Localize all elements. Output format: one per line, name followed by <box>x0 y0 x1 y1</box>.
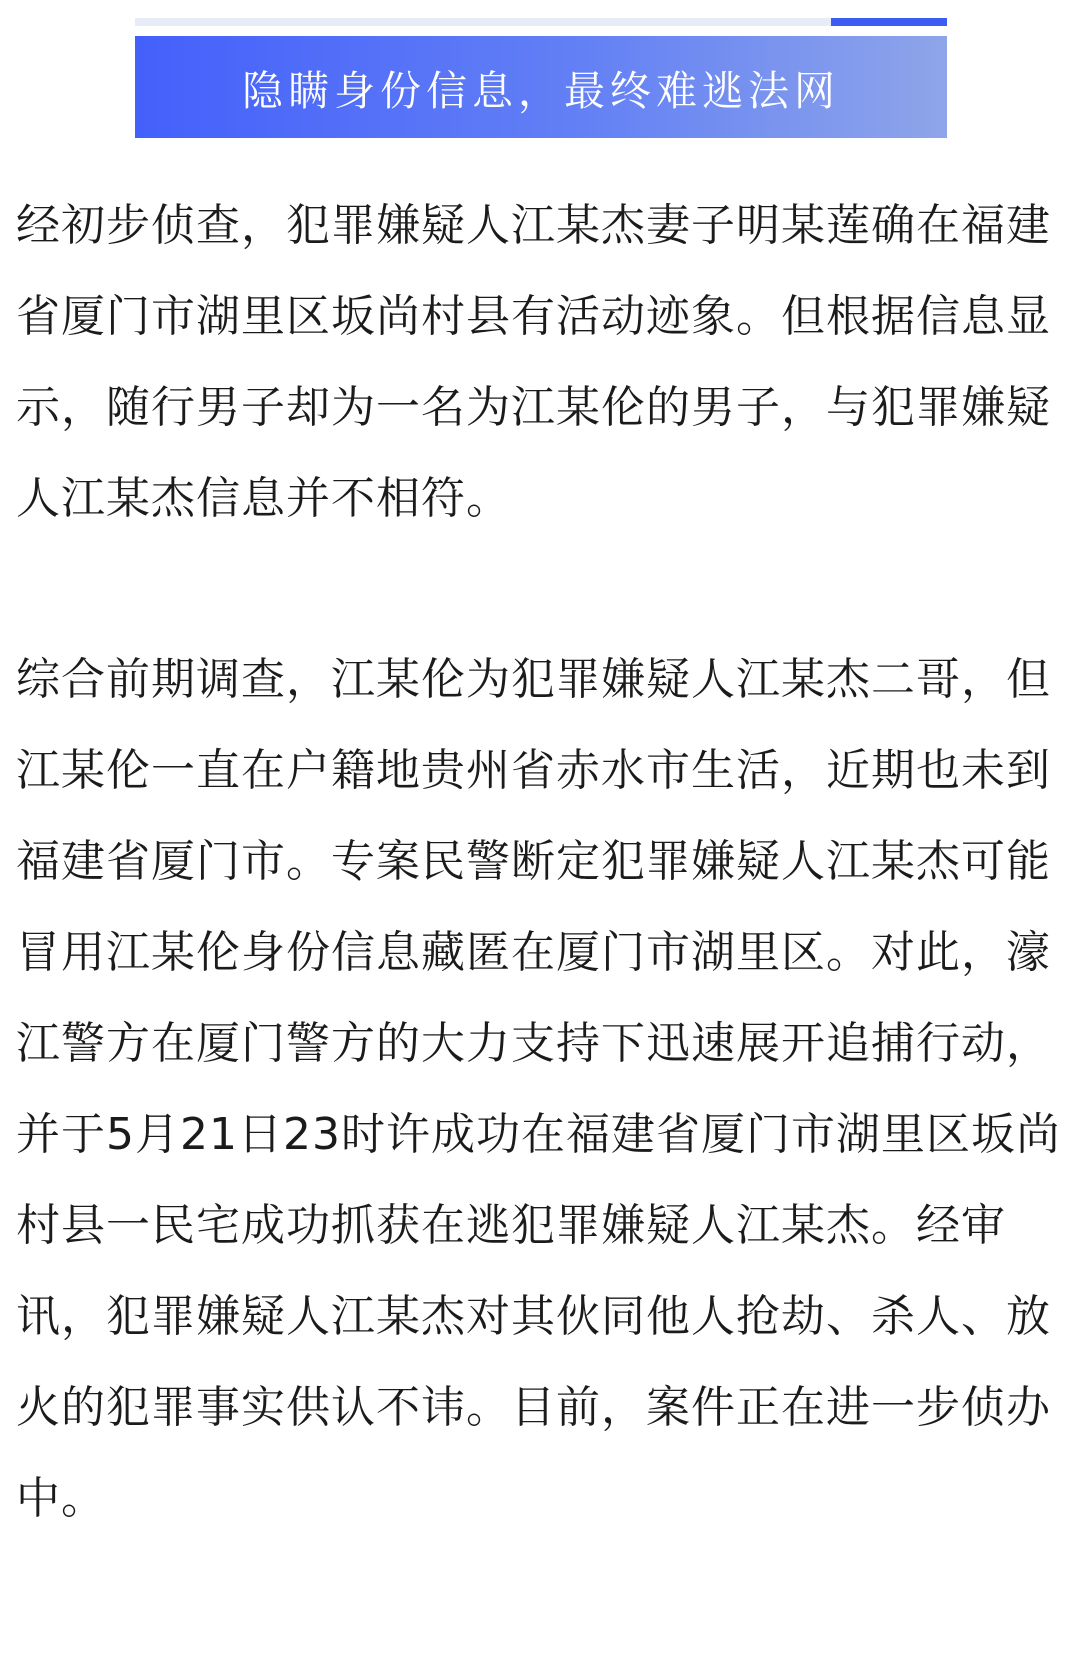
article-paragraph: 经初步侦查，犯罪嫌疑人江某杰妻子明某莲确在福建省厦门市湖里区坂尚村县有活动迹象。但根据信息显示，随行男子却为一名为江某伦的男子，与犯罪嫌疑人江某杰信息并不相符。 <box>16 200 1051 524</box>
article-body <box>16 180 1068 1544</box>
header-divider-accent <box>831 18 947 26</box>
section-title: 隐瞒身份信息，最终难逃法网 <box>242 66 840 115</box>
section-header-banner <box>135 36 947 138</box>
header-divider <box>135 18 947 26</box>
article-paragraph: 综合前期调查，江某伦为犯罪嫌疑人江某杰二哥，但江某伦一直在户籍地贵州省赤水市生活，近期也未到福建省厦门市。专案民警断定犯罪嫌疑人江某杰可能冒用江某伦身份信息藏匿在厦门市湖里区。对此，濠江警方在厦门警方的大力支持下迅速展开追捕行动，并于5月21日23时许成功在福建省厦门市湖里区坂尚村县一民宅成功抓获在逃犯罪嫌疑人江某杰。经审讯，犯罪嫌疑人江某杰对其伙同他人抢劫、杀人、放火的犯罪事实供认不讳。目前，案件正在进一步侦办中。 <box>16 654 1061 1524</box>
